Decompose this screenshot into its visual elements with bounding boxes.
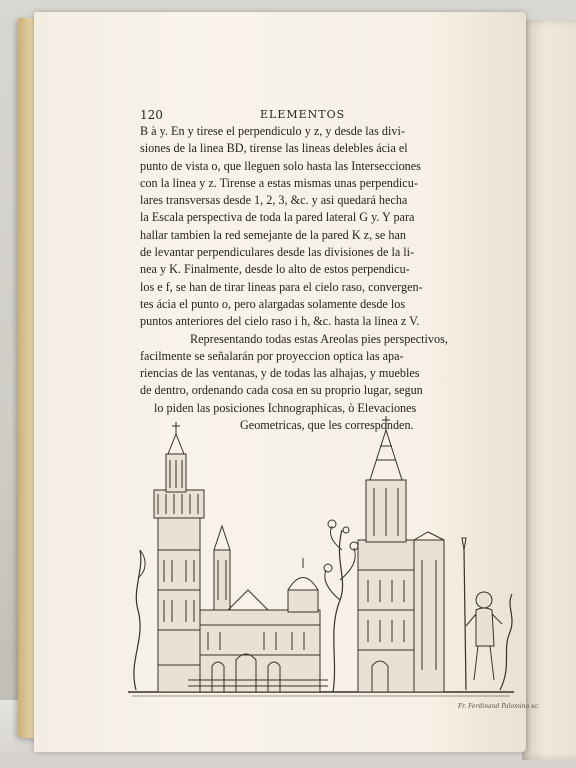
text-line: lo piden las posiciones Ichnographicas, ò Elevaciones	[154, 400, 417, 415]
text-line: puntos anteriores del cielo raso i h, &c. hasta la linea z V.	[140, 314, 420, 329]
text-line: de dentro, ordenando cada cosa en su proprio lugar, segun	[140, 383, 423, 398]
page-header	[140, 108, 500, 124]
text-line: de levantar perpendiculares desde las divisiones de la li-	[140, 245, 415, 260]
body-text	[140, 123, 492, 434]
text-line: facilmente se señalarán por proyeccion optica las apa-	[140, 348, 404, 363]
page-number: 120	[140, 108, 163, 122]
engraving-signature: Fr. Ferdinand Palomino sc.	[458, 703, 540, 710]
text-line: siones de la linea BD, tirense las lineas delebles ácia el	[140, 141, 408, 156]
text-line: lares transversas desde 1, 2, 3, &c. y asi quedará hecha	[140, 193, 408, 208]
facing-page	[522, 20, 576, 760]
cathedral-engraving	[128, 410, 518, 710]
text-line: punto de vista o, que lleguen solo hasta las Intersecciones	[140, 158, 421, 173]
text-line: Representando todas estas Areolas pies perspectivos,	[190, 331, 448, 346]
running-head: ELEMENTOS	[260, 108, 346, 121]
text-line: hallar tambien la red semejante de la pared K z, se han	[140, 227, 406, 242]
text-line: riencias de las ventanas, y de todas las alhajas, y muebles	[140, 366, 420, 381]
text-line: tes ácia el punto o, pero alargadas solamente desde los	[140, 296, 406, 311]
text-line: nea y K. Finalmente, desde lo alto de estos perpendicu-	[140, 262, 410, 277]
text-line: la Escala perspectiva de toda la pared lateral G y. Y para	[140, 210, 415, 225]
text-line: B à y. En y tirese el perpendiculo y z, y desde las divi-	[140, 124, 405, 138]
text-line: con la linea y z. Tirense a estas mismas unas perpendicu-	[140, 175, 418, 190]
text-line: los e f, se han de tirar lineas para el cielo raso, convergen-	[140, 279, 423, 294]
text-line: Geometricas, que les corresponden.	[240, 418, 414, 433]
